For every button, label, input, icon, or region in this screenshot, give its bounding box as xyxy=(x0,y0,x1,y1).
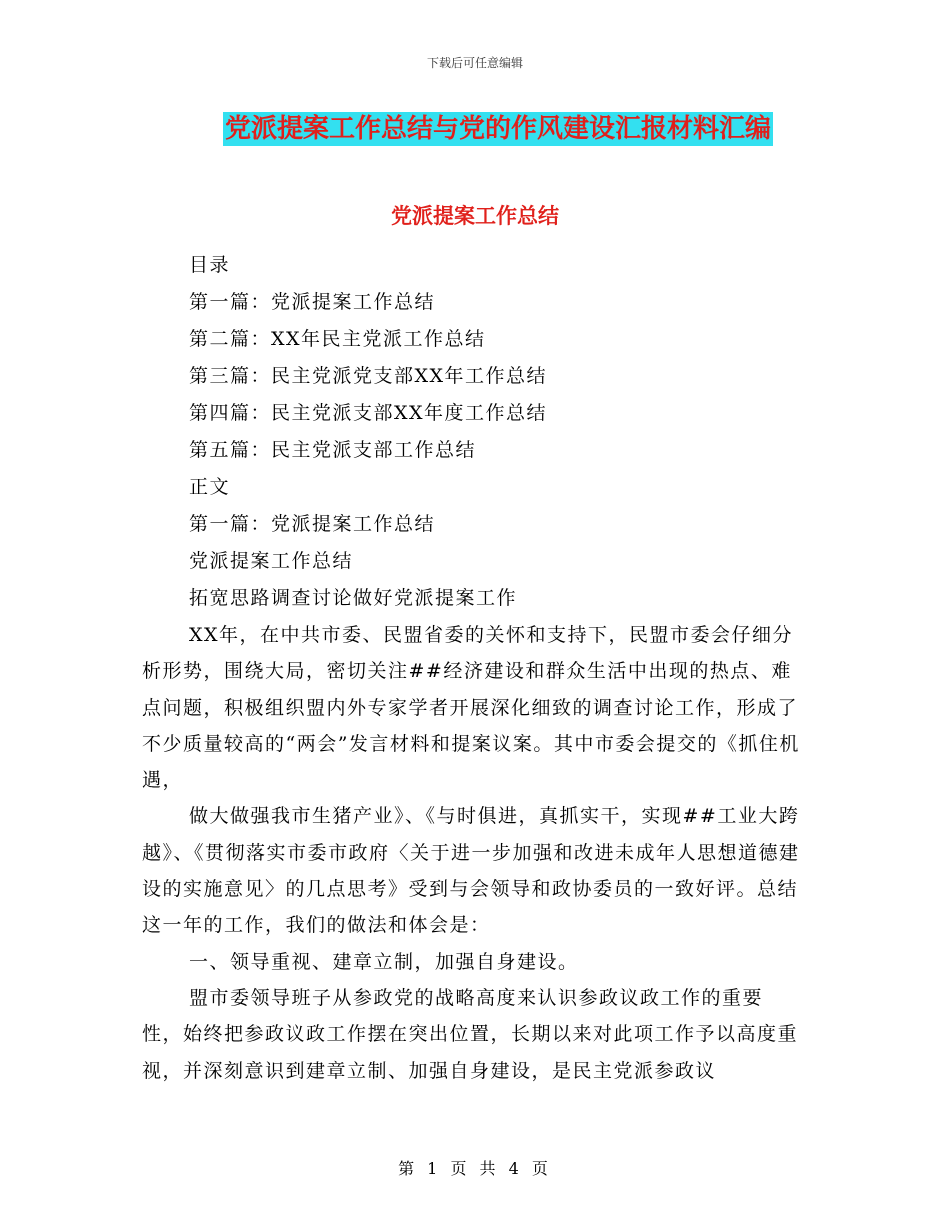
main-title: 党派提案工作总结与党的作风建设汇报材料汇编 xyxy=(224,114,771,144)
section-title: 党派提案工作总结 xyxy=(189,550,354,572)
main-title-wrap xyxy=(0,112,950,146)
paragraph: 盟市委领导班子从参政党的战略高度来认识参政议政工作的重要性，始终把参政议政工作摆在突出位置，长期以来对此项工作予以高度重视，并深刻意识到建章立制、加强自身建设，是民主党派参政议 xyxy=(142,986,799,1082)
toc-item: 第二篇：XX年民主党派工作总结 xyxy=(189,328,486,350)
paragraph: 做大做强我市生猪产业》、《与时俱进，真抓实干，实现##工业大跨越》、《贯彻落实市委市政府〈关于进一步加强和改进未成年人思想道德建设的实施意见〉的几点思考》受到与会领导和政协委员的一致好评。总结这一年的工作，我们的做法和体会是： xyxy=(142,805,800,937)
section-heading: 第一篇：党派提案工作总结 xyxy=(189,513,436,535)
toc-item: 第四篇：民主党派支部XX年度工作总结 xyxy=(189,402,548,424)
toc-item: 第五篇：民主党派支部工作总结 xyxy=(189,439,477,461)
body-text xyxy=(142,617,802,1089)
section-subtitle: 拓宽思路调查讨论做好党派提案工作 xyxy=(189,587,518,609)
paragraph-heading: 一、领导重视、建章立制，加强自身建设。 xyxy=(189,950,579,973)
paragraph: XX年，在中共市委、民盟省委的关怀和支持下，民盟市委会仔细分析形势，围绕大局，密切关注##经济建设和群众生活中出现的热点、难点问题，积极组织盟内外专家学者开展深化细致的调查讨论工作，形成了不少质量较高的“两会”发言材料和提案议案。其中市委会提交的《抓住机遇， xyxy=(142,624,800,792)
header-note: 下载后可任意编辑 xyxy=(426,56,523,70)
page-footer: 第 1 页 共 4 页 xyxy=(398,1159,552,1178)
table-of-contents xyxy=(189,247,547,617)
body-heading: 正文 xyxy=(189,476,231,498)
sub-title: 党派提案工作总结 xyxy=(391,203,559,228)
toc-heading: 目录 xyxy=(189,254,231,276)
toc-item: 第三篇：民主党派党支部XX年工作总结 xyxy=(189,365,548,387)
toc-item: 第一篇：党派提案工作总结 xyxy=(189,291,436,313)
